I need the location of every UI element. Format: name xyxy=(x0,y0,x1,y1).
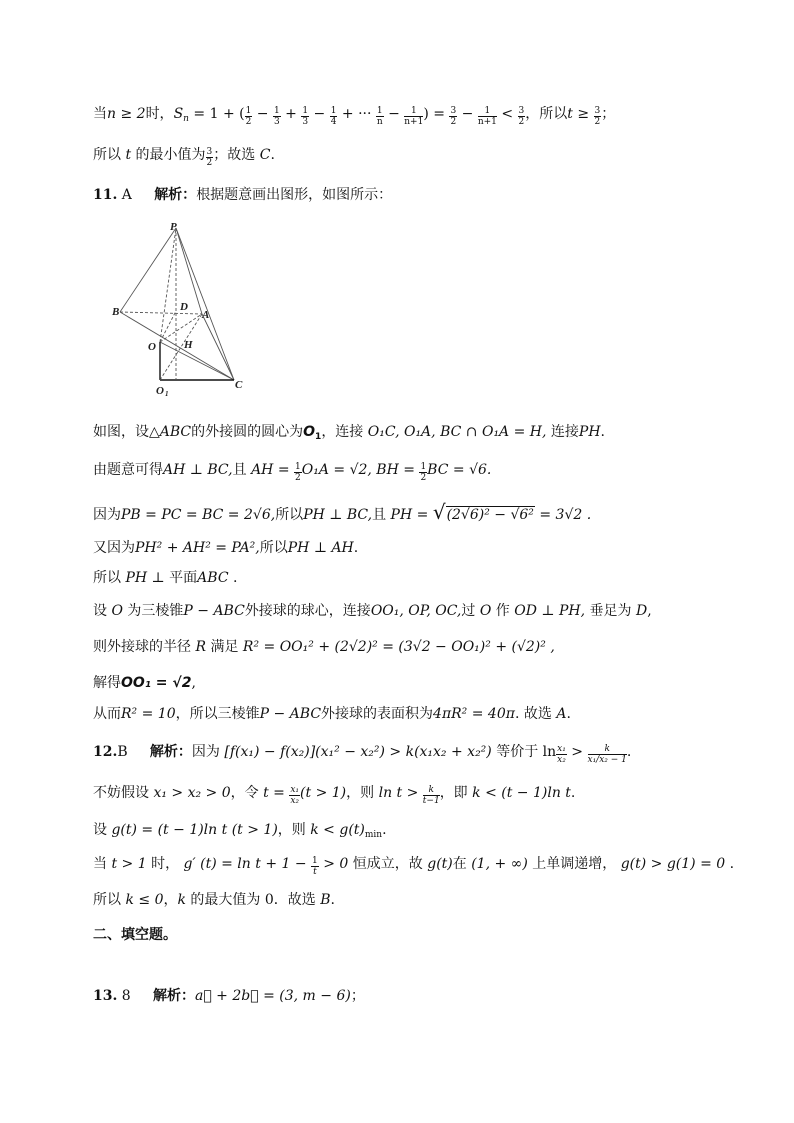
label-a: A xyxy=(202,309,210,321)
edge-pb xyxy=(120,228,176,312)
label-d: D xyxy=(180,301,188,313)
text-line-12: 从而R² = 10，所以三棱锥P − ABC外接球的表面积为4πR² = 40π. 故选 A. xyxy=(93,706,571,722)
text-line-2: 所以 t 的最小值为 $\frac{3}{2}$ ；故选 C. xyxy=(93,147,275,168)
text-line-17: 所以 k ≤ 0，k 的最大值为 0．故选 B. xyxy=(93,892,335,908)
label-c: C xyxy=(235,379,243,391)
text-line-8: 所以 PH ⊥ 平面ABC . xyxy=(93,570,238,586)
analysis-label: 解析： xyxy=(152,988,195,1004)
text-line-5: 由题意可得AH ⊥ BC,且 AH = $\frac{1}{2}$ O₁A = √2, BH = $\frac{1}{2}$ BC = √6. xyxy=(93,462,492,483)
text-line-14: 不妨假设 x₁ > x₂ > 0，令 t = $\frac{\text{x₁}}{\text{x₂}}$ (t > 1)，则 ln t > $\frac{k}{t-1}$ ，即 k < (t − 1)ln t. xyxy=(93,785,576,806)
label-p: P xyxy=(170,221,177,233)
text-line-1: 当n ≥ 2时，$S_n = 1$ + ( $\frac{1}{2}$ − $\frac{1}{3}$ + $\frac{1}{3}$ − $\frac{1}{4}$ + ··· $\frac{1}{n}$ − $\frac{1}{n+1}$ ) = $\frac{3}{2}$ − $\frac{1}{n+1}$ < $\frac{3}{2}$ ，所以t ≥ $\frac{3}{2}$ ； xyxy=(93,106,616,127)
analysis-label: 解析： xyxy=(149,744,192,760)
segment-op xyxy=(160,228,176,342)
text-line-10: 则外接球的半径 R 满足 R² = OO₁² + (2√2)² = (3√2 − OO₁)² + (√2)² , xyxy=(93,639,555,655)
text-line-15: 设 g(t) = (t − 1)ln t (t > 1)，则 $k < g(t)_{min}$. xyxy=(93,822,387,840)
label-b: B xyxy=(112,306,120,318)
answer-letter: 8 xyxy=(117,988,131,1004)
text-line-11: 解得OO₁ = √2, xyxy=(93,675,196,691)
question-number: 12. xyxy=(93,744,118,760)
label-o1-sub: 1 xyxy=(165,390,169,396)
segment-oc xyxy=(160,342,234,380)
label-h: H xyxy=(184,339,193,351)
text-line-16: 当 t > 1 时， g′ (t) = ln t + 1 − $\frac{1}{t}$ > 0 恒成立，故 g(t)在 (1, + ∞) 上单调递增， g(t) > g(1) = 0 . xyxy=(93,856,735,877)
segment-oa xyxy=(160,314,202,342)
label-o: O xyxy=(148,341,156,353)
label-o1: O xyxy=(156,385,164,396)
question-number: 13. xyxy=(93,988,118,1004)
tetrahedron-figure xyxy=(108,218,258,396)
question-12-header: 12.B 解析：因为 [f(x₁) − f(x₂)](x₁² − x₂²) > k(x₁x₂ + x₂²) 等价于 ln $\frac{\text{x₁}}{\text{x₂}}$ > $\frac{k}{\text{x₁/x₂ − 1}}$ . xyxy=(93,744,632,765)
analysis-label: 解析： xyxy=(154,187,197,203)
text-line-6: 因为PB = PC = BC = 2√6,所以PH ⊥ BC,且 PH = √(2√6)² − √6² = 3√2 . xyxy=(93,500,592,524)
edge-bc xyxy=(120,312,234,380)
segment-o1a xyxy=(160,314,202,380)
question-11-header: 11. A 解析：根据题意画出图形，如图所示： xyxy=(93,187,393,203)
question-number: 11. xyxy=(93,187,118,203)
edge-ba xyxy=(120,312,202,314)
answer-letter: A xyxy=(117,187,132,203)
text-line-4: 如图，设△ABC的外接圆的圆心为$O_1$，连接 O₁C, O₁A, BC ∩ O₁A = H, 连接PH. xyxy=(93,424,605,442)
text-line-9: 设 O 为三棱锥P − ABC外接球的球心，连接OO₁, OP, OC,过 O 作 OD ⊥ PH, 垂足为 D, xyxy=(93,603,652,619)
question-13-header: 13. 8 解析：a⃗ + 2b⃗ = (3, m − 6)； xyxy=(93,988,365,1004)
section-heading: 二、填空题。 xyxy=(93,927,177,943)
text-line-7: 又因为PH² + AH² = PA²,所以PH ⊥ AH. xyxy=(93,540,359,556)
answer-letter: B xyxy=(117,744,128,760)
